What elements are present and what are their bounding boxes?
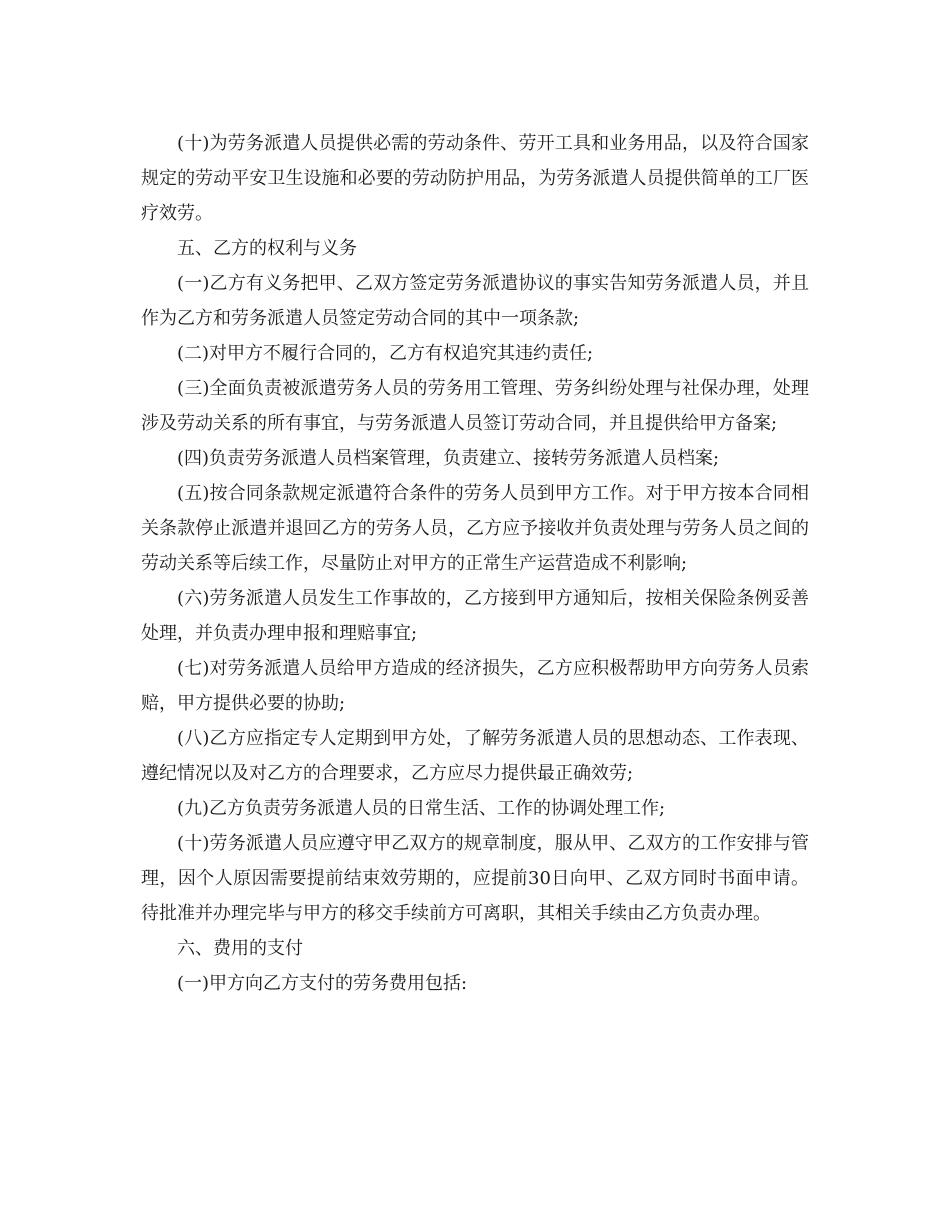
paragraph-b-6: (六)劳务派遣人员发生工作事故的，乙方接到甲方通知后，按相关保险条例妥善处理，并负责办理申报和理赔事宜;: [141, 588, 809, 644]
document-page: [141, 126, 809, 1001]
paragraph-payment-1: (一)甲方向乙方支付的劳务费用包括:: [177, 973, 468, 994]
paragraph-b-5: (五)按合同条款规定派遣符合条件的劳务人员到甲方工作。对于甲方按本合同相关条款停止派遣并退回乙方的劳务人员，乙方应予接收并负责处理与劳务人员之间的劳动关系等后续工作，尽量防止对甲方的正常生产运营造成不利影响;: [141, 483, 809, 574]
paragraph-b-8: (八)乙方应指定专人定期到甲方处，了解劳务派遣人员的思想动态、工作表现、遵纪情况以及对乙方的合理要求，乙方应尽力提供最正确效劳;: [141, 728, 809, 784]
paragraph-b-7: (七)对劳务派遣人员给甲方造成的经济损失，乙方应积极帮助甲方向劳务人员索赔，甲方提供必要的协助;: [141, 658, 809, 714]
paragraph-b-9: (九)乙方负责劳务派遣人员的日常生活、工作的协调处理工作;: [177, 798, 666, 819]
paragraph-b-2: (二)对甲方不履行合同的，乙方有权追究其违约责任;: [177, 343, 594, 364]
paragraph-b-3: (三)全面负责被派遣劳务人员的劳务用工管理、劳务纠纷处理与社保办理，处理涉及劳动关系的所有事宜，与劳务派遣人员签订劳动合同，并且提供给甲方备案;: [141, 378, 809, 434]
section-heading-party-b-rights: 五、乙方的权利与义务: [177, 238, 357, 259]
paragraph-b-1: (一)乙方有义务把甲、乙双方签定劳务派遣协议的事实告知劳务派遣人员，并且作为乙方和劳务派遣人员签定劳动合同的其中一项条款;: [141, 273, 809, 329]
section-heading-payment: 六、费用的支付: [177, 938, 303, 959]
paragraph-b-4: (四)负责劳务派遣人员档案管理，负责建立、接转劳务派遣人员档案;: [177, 448, 720, 469]
paragraph-item-10-provide-conditions: (十)为劳务派遣人员提供必需的劳动条件、劳开工具和业务用品，以及符合国家规定的劳动平安卫生设施和必要的劳动防护用品，为劳务派遣人员提供简单的工厂医疗效劳。: [141, 133, 809, 224]
paragraph-b-10: (十)劳务派遣人员应遵守甲乙双方的规章制度，服从甲、乙双方的工作安排与管理，因个人原因需要提前结束效劳期的，应提前30日向甲、乙双方同时书面申请。待批准并办理完毕与甲方的移交手续前方可离职，其相关手续由乙方负责办理。: [141, 833, 809, 924]
